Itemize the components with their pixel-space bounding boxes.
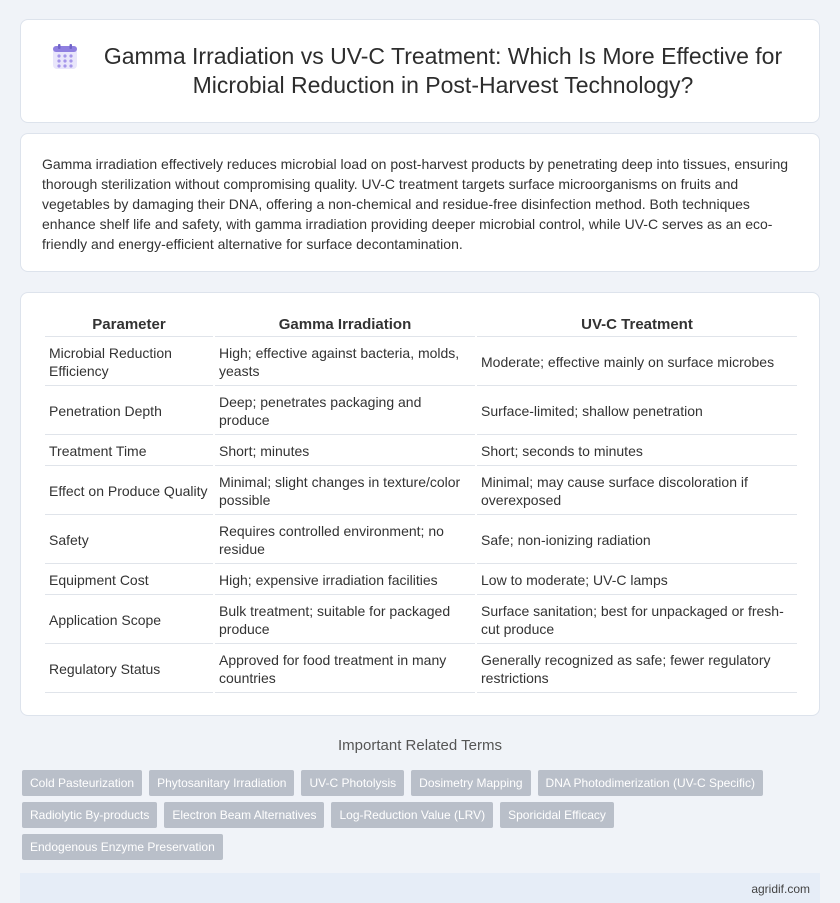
row-parameter: Safety (45, 517, 213, 564)
related-tag[interactable]: Log-Reduction Value (LRV) (331, 802, 493, 828)
header-gamma: Gamma Irradiation (215, 313, 475, 337)
table-row (45, 339, 797, 386)
row-gamma: Bulk treatment; suitable for packaged produce (215, 597, 475, 644)
row-uvc: Minimal; may cause surface discoloration if overexposed (477, 468, 797, 515)
related-tag[interactable]: Radiolytic By-products (22, 802, 157, 828)
footer-site-link[interactable]: agridif.com (751, 882, 810, 896)
table-row (45, 566, 797, 595)
related-tag[interactable]: DNA Photodimerization (UV-C Specific) (538, 770, 763, 796)
related-tag[interactable]: Cold Pasteurization (22, 770, 142, 796)
related-tag[interactable]: Endogenous Enzyme Preservation (22, 834, 223, 860)
row-gamma: High; expensive irradiation facilities (215, 566, 475, 595)
summary-card (20, 133, 820, 272)
summary-text: Gamma irradiation effectively reduces microbial load on post-harvest products by penetrating deep into tissues, ensuring thorough sterilization without compromising quality. UV-C treatment targets surface microorganisms on fruits and vegetables by damaging their DNA, offering a non-chemical and residue-free disinfection method. Both techniques enhance shelf life and safety, with gamma irradiation providing deeper microbial control, while UV-C serves as an eco-friendly and energy-efficient alternative for surface decontamination. (42, 156, 789, 252)
table-row (45, 468, 797, 515)
row-parameter: Equipment Cost (45, 566, 213, 595)
related-tag[interactable]: Dosimetry Mapping (411, 770, 530, 796)
row-gamma: Approved for food treatment in many countries (215, 646, 475, 693)
table-row (45, 646, 797, 693)
row-parameter: Effect on Produce Quality (45, 468, 213, 515)
calendar-grid-icon (52, 44, 78, 70)
row-gamma: High; effective against bacteria, molds, yeasts (215, 339, 475, 386)
header-parameter: Parameter (45, 313, 213, 337)
row-uvc: Generally recognized as safe; fewer regulatory restrictions (477, 646, 797, 693)
row-gamma: Short; minutes (215, 437, 475, 466)
row-parameter: Application Scope (45, 597, 213, 644)
table-row (45, 437, 797, 466)
table-row (45, 597, 797, 644)
related-terms-heading: Important Related Terms (338, 737, 502, 754)
table-row (45, 517, 797, 564)
row-parameter: Treatment Time (45, 437, 213, 466)
header-uvc: UV-C Treatment (477, 313, 797, 337)
row-parameter: Microbial Reduction Efficiency (45, 339, 213, 386)
page-title: Gamma Irradiation vs UV-C Treatment: Which Is More Effective for Microbial Reduction in Post-Harvest Technology? (103, 43, 783, 98)
row-gamma: Requires controlled environment; no residue (215, 517, 475, 564)
row-uvc: Surface-limited; shallow penetration (477, 388, 797, 435)
related-terms-tags (22, 770, 818, 860)
row-gamma: Deep; penetrates packaging and produce (215, 388, 475, 435)
comparison-table-card (20, 292, 820, 716)
related-tag[interactable]: UV-C Photolysis (301, 770, 404, 796)
related-tag[interactable]: Phytosanitary Irradiation (149, 770, 294, 796)
row-uvc: Surface sanitation; best for unpackaged or fresh-cut produce (477, 597, 797, 644)
table-header-row (45, 313, 797, 337)
row-uvc: Low to moderate; UV-C lamps (477, 566, 797, 595)
row-parameter: Regulatory Status (45, 646, 213, 693)
title-wrap (52, 42, 788, 100)
row-uvc: Safe; non-ionizing radiation (477, 517, 797, 564)
row-gamma: Minimal; slight changes in texture/color possible (215, 468, 475, 515)
row-uvc: Short; seconds to minutes (477, 437, 797, 466)
related-tag[interactable]: Sporicidal Efficacy (500, 802, 614, 828)
comparison-table (43, 311, 799, 695)
related-tag[interactable]: Electron Beam Alternatives (164, 802, 324, 828)
table-row (45, 388, 797, 435)
row-parameter: Penetration Depth (45, 388, 213, 435)
row-uvc: Moderate; effective mainly on surface microbes (477, 339, 797, 386)
footer (20, 873, 820, 903)
title-card (20, 19, 820, 123)
